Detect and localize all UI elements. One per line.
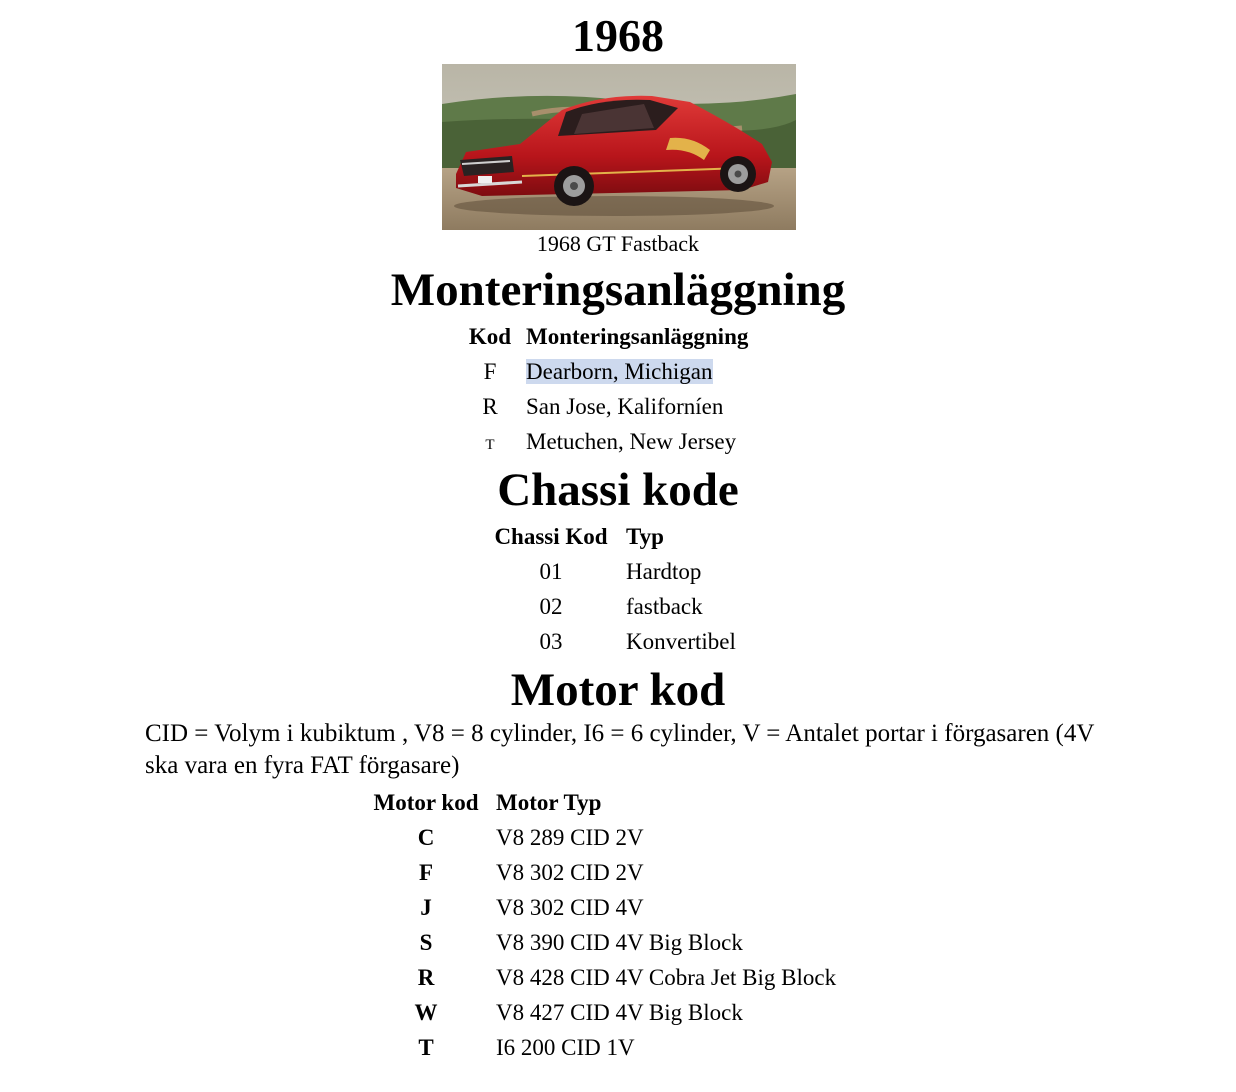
plant-code-header: Kod	[468, 323, 512, 349]
table-row	[368, 960, 836, 995]
motor-type-header: Motor Typ	[496, 789, 602, 815]
car-photo	[442, 64, 796, 230]
motor-type: V8 302 CID 2V	[496, 859, 644, 885]
chassis-table	[489, 519, 736, 659]
plant-code: R	[482, 393, 498, 419]
highlighted-text: Dearborn, Michigan	[526, 358, 713, 384]
table-row	[489, 589, 736, 624]
table-row	[368, 995, 836, 1030]
chassis-type: fastback	[626, 593, 703, 619]
chassis-code: 03	[539, 628, 563, 654]
motor-code: J	[420, 894, 432, 920]
motor-type: V8 428 CID 4V Cobra Jet Big Block	[496, 964, 837, 990]
motor-code: R	[417, 964, 435, 990]
chassis-section-title: Chassi kode	[497, 464, 739, 516]
table-header-row	[368, 785, 836, 820]
table-row	[368, 855, 836, 890]
motor-table	[368, 785, 836, 1065]
motor-code: S	[419, 929, 433, 955]
plant-name	[514, 354, 748, 389]
motor-code: C	[417, 824, 435, 850]
table-header-row	[466, 319, 748, 354]
motor-code: F	[418, 859, 434, 885]
chassis-type: Hardtop	[626, 558, 702, 584]
plant-name-header: Monteringsanläggning	[526, 323, 749, 349]
motor-code: W	[414, 999, 438, 1025]
chassis-code-header: Chassi Kod	[494, 523, 608, 549]
table-row	[368, 820, 836, 855]
plant-code-small: T	[485, 436, 495, 453]
chassis-type-header: Typ	[626, 523, 664, 549]
motor-type: V8 302 CID 4V	[496, 894, 644, 920]
motor-section-title: Motor kod	[510, 664, 726, 716]
plant-name: Metuchen, New Jersey	[526, 428, 737, 454]
plant-table	[466, 319, 748, 459]
table-row	[466, 424, 748, 459]
table-header-row	[489, 519, 736, 554]
table-row	[368, 1030, 836, 1065]
table-row	[466, 354, 748, 389]
motor-type: V8 289 CID 2V	[496, 824, 644, 850]
table-row	[489, 554, 736, 589]
chassis-type: Konvertibel	[626, 628, 736, 654]
plant-name: San Jose, Kaliforníen	[526, 393, 724, 419]
table-row	[466, 389, 748, 424]
table-row	[368, 890, 836, 925]
motor-type: I6 200 CID 1V	[496, 1034, 635, 1060]
page-year-title: 1968	[572, 10, 664, 61]
plant-code	[466, 424, 514, 459]
plant-code: F	[483, 358, 497, 384]
chassis-code: 01	[539, 558, 563, 584]
table-row	[489, 624, 736, 659]
chassis-code: 02	[539, 593, 563, 619]
motor-code-header: Motor kod	[373, 789, 479, 815]
motor-code: T	[418, 1034, 434, 1060]
motor-description: CID = Volym i kubiktum , V8 = 8 cylinder, I6 = 6 cylinder, V = Antalet portar i förgasaren (4V ska vara en fyra FAT förgasare)	[145, 720, 1094, 779]
table-row	[368, 925, 836, 960]
motor-type: V8 390 CID 4V Big Block	[496, 929, 743, 955]
photo-caption: 1968 GT Fastback	[536, 231, 700, 256]
plant-section-title: Monteringsanläggning	[390, 264, 846, 316]
motor-type: V8 427 CID 4V Big Block	[496, 999, 743, 1025]
